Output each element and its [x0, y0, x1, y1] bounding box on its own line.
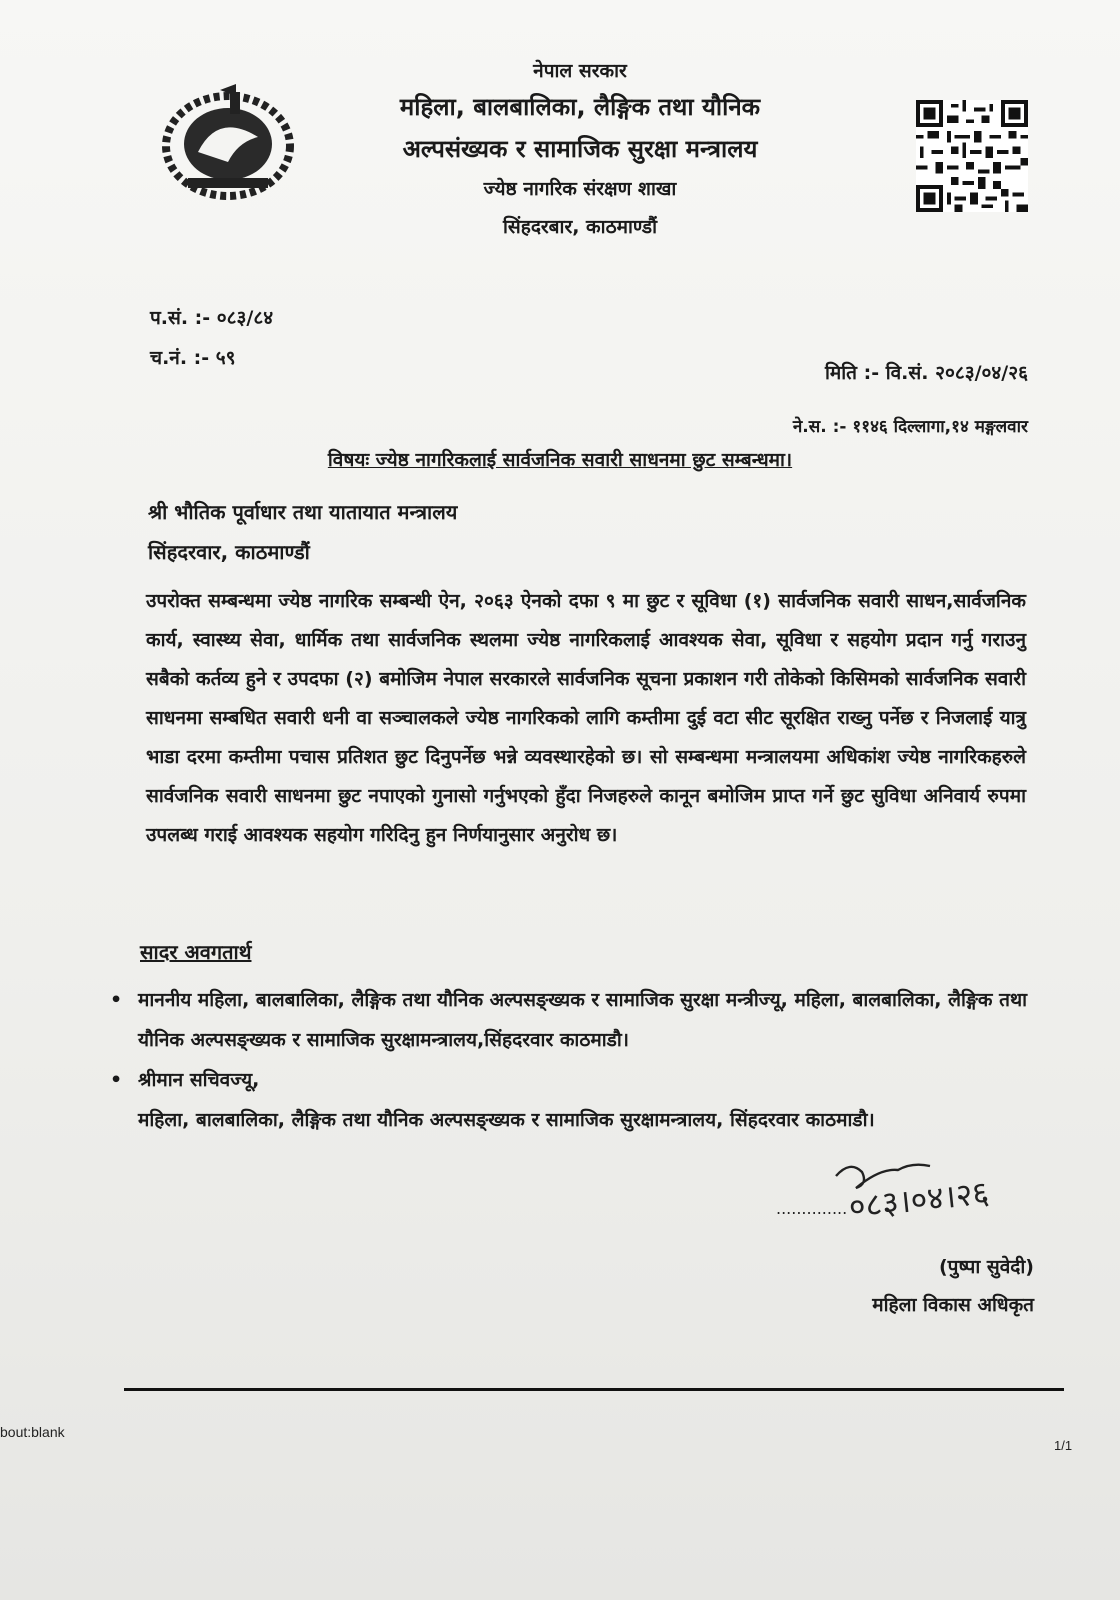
addressee-name: श्री भौतिक पूर्वाधार तथा यातायात मन्त्रालय: [148, 500, 458, 524]
bullet-icon: •: [110, 989, 123, 1011]
cc-item: [110, 1060, 1040, 1100]
addressee-location: सिंहदरवार, काठमाण्डौं: [148, 540, 310, 564]
letter-number: प.सं. :- ०८३/८४: [150, 307, 274, 329]
qr-code-icon: [916, 100, 1028, 212]
bullet-icon: •: [110, 1069, 123, 1091]
signature-dots: ..............: [776, 1199, 848, 1218]
date-ns: ने.स. :- ११४६ दिल्लागा,१४ मङ्गलवार: [792, 417, 1028, 437]
subject-text: विषयः ज्येष्ठ नागरिकलाई सार्वजनिक सवारी साधनमा छुट सम्बन्धमा।: [327, 449, 793, 471]
office-location: सिंहदरबार, काठमाण्डौं: [502, 216, 658, 238]
cc-item: [110, 980, 1040, 1060]
section-name: ज्येष्ठ नागरिक संरक्षण शाखा: [483, 178, 677, 200]
signature-icon: [776, 1150, 1050, 1250]
date-bs: मिति :- वि.सं. २०८३/०४/२६: [824, 362, 1028, 384]
reference-block: [150, 298, 273, 378]
print-footer-url: bout:blank: [0, 1424, 65, 1440]
cc-item-text: महिला, बालबालिका, लैङ्गिक तथा यौनिक अल्पसङ्ख्यक र सामाजिक सुरक्षामन्त्रालय, सिंहदरवार काठमाडौ।: [138, 1109, 875, 1131]
subject-line: [0, 446, 1120, 472]
ministry-name-line2: अल्पसंख्यक र सामाजिक सुरक्षा मन्त्रालय: [402, 135, 758, 163]
addressee-block: [148, 492, 457, 572]
letter-body: उपरोक्त सम्बन्धमा ज्येष्ठ नागरिक सम्बन्धी ऐन, २०६३ ऐनको दफा ९ मा छुट र सूविधा (१) सार्वजनिक सवारी साधन,सार्वजनिक कार्य, स्वास्थ्य सेवा, धार्मिक तथा सार्वजनिक स्थलमा ज्येष्ठ नागरिकलाई आवश्यक सेवा, सूविधा र सहयोग प्रदान गर्नु गराउनु सबैको कर्तव्य हुने र उपदफा (२) बमोजिम नेपाल सरकारले सार्वजनिक सूचना प्रकाशन गरी तोकेको किसिमको सार्वजनिक सवारी साधनमा सम्बधित सवारी धनी वा सञ्चालकले ज्येष्ठ नागरिकको लागि कम्तीमा दुई वटा सीट सूरक्षित राख्नु पर्नेछ र निजलाई यात्रु भाडा दरमा कम्तीमा पचास प्रतिशत छुट दिनुपर्नेछ भन्ने व्यवस्थारहेको छ। सो सम्बन्धमा मन्त्रालयमा अधिकांश ज्येष्ठ नागरिकहरुले सार्वजनिक सवारी साधनमा छुट नपाएको गुनासो गर्नुभएको हुँदा निजहरुले कानून बमोजिम प्राप्त गर्ने छुट सुविधा अनिवार्य रुपमा उपलब्ध गराई आवश्यक सहयोग गरिदिनु हुन निर्णयानुसार अनुरोध छ।: [146, 590, 1026, 846]
signatory-name: (पुष्पा सुवेदी): [938, 1256, 1034, 1278]
cc-list: [110, 980, 1040, 1140]
footer-divider: [124, 1388, 1064, 1391]
print-footer-page: 1/1: [1054, 1438, 1073, 1453]
cc-item-title: श्रीमान सचिवज्यू,: [138, 1069, 260, 1091]
government-name: नेपाल सरकार: [533, 60, 627, 82]
signatory-designation: महिला विकास अधिकृत: [872, 1294, 1034, 1316]
letterhead: [330, 56, 830, 246]
signatory-block: [872, 1248, 1034, 1324]
date-block: [793, 346, 1028, 454]
cc-title: सादर अवगतार्थ: [140, 940, 252, 964]
nepal-emblem-icon: [158, 82, 298, 200]
ministry-name-line1: महिला, बालबालिका, लैङ्गिक तथा यौनिक: [399, 93, 761, 121]
cc-item-text: माननीय महिला, बालबालिका, लैङ्गिक तथा यौनिक अल्पसङ्ख्यक र सामाजिक सुरक्षा मन्त्रीज्यू, महिला, बालबालिका, लैङ्गिक तथा यौनिक अल्पसङ्ख्यक र सामाजिक सुरक्षामन्त्रालय,सिंहदरवार काठमाडौ।: [138, 989, 1028, 1051]
signature-date: ०८३।०४।२६: [846, 1173, 991, 1226]
dispatch-number: च.नं. :- ५९: [150, 347, 236, 369]
cc-item-continuation: [110, 1100, 1040, 1140]
